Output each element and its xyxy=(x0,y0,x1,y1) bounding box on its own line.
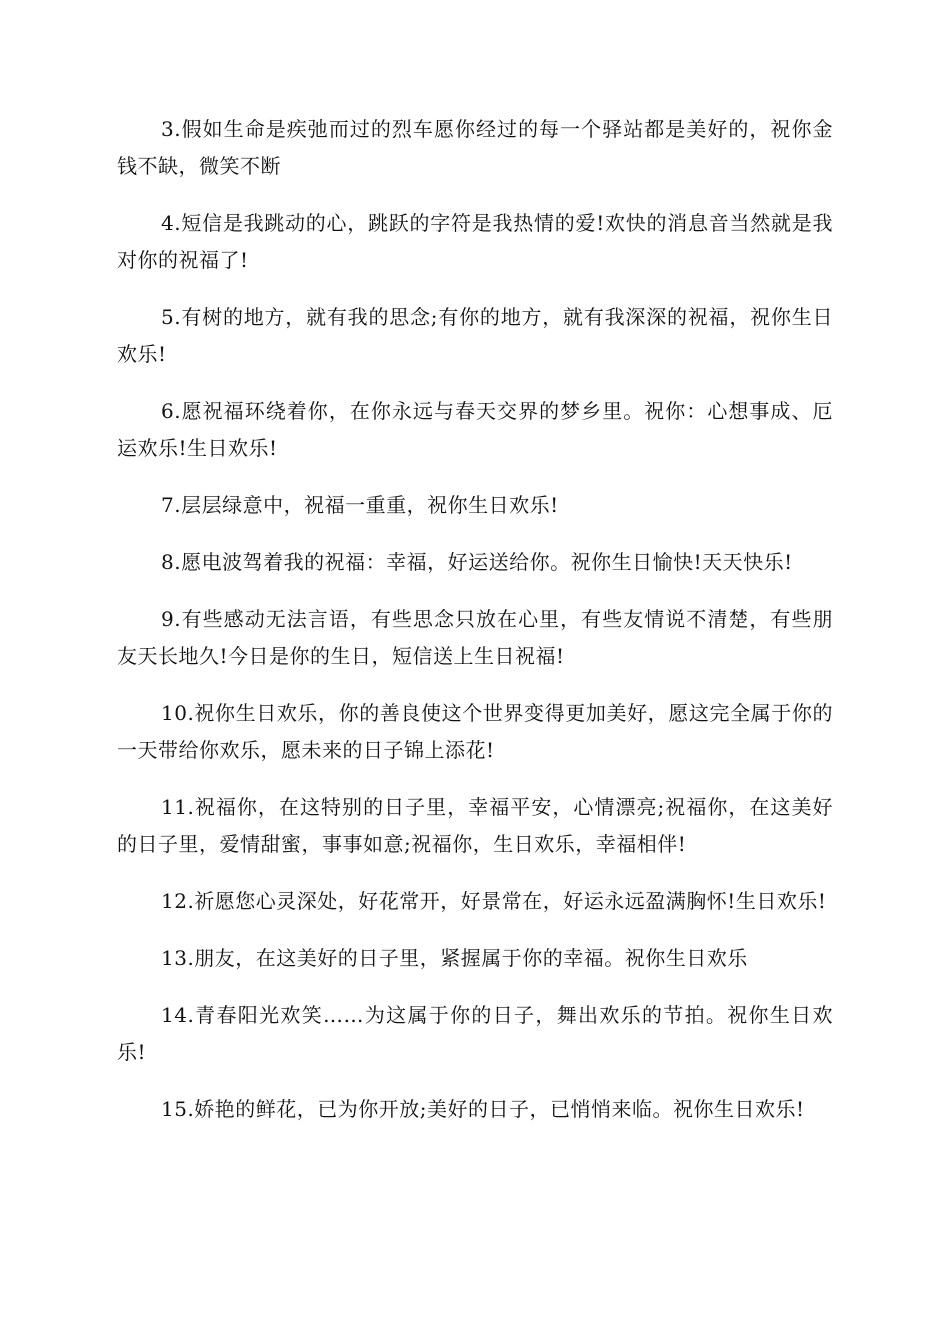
paragraph-14: 14.青春阳光欢笑……为这属于你的日子，舞出欢乐的节拍。祝你生日欢乐! xyxy=(117,1003,833,1064)
paragraph-11: 11.祝福你，在这特别的日子里，幸福平安，心情漂亮;祝福你，在这美好的日子里，爱情甜蜜，事事如意;祝福你，生日欢乐，幸福相伴! xyxy=(117,795,833,856)
paragraph-9: 9.有些感动无法言语，有些思念只放在心里，有些友情说不清楚，有些朋友天长地久!今日是你的生日，短信送上生日祝福! xyxy=(117,607,833,668)
paragraph-7: 7.层层绿意中，祝福一重重，祝你生日欢乐! xyxy=(161,493,559,517)
document-body xyxy=(117,111,833,1148)
paragraph-12: 12.祈愿您心灵深处，好花常开，好景常在，好运永远盈满胸怀!生日欢乐! xyxy=(161,889,827,913)
paragraph-15: 15.娇艳的鲜花，已为你开放;美好的日子，已悄悄来临。祝你生日欢乐! xyxy=(161,1097,805,1121)
paragraph-4: 4.短信是我跳动的心，跳跃的字符是我热情的爱!欢快的消息音当然就是我对你的祝福了! xyxy=(117,211,833,272)
paragraph-3: 3.假如生命是疾弛而过的烈车愿你经过的每一个驿站都是美好的，祝你金钱不缺，微笑不断 xyxy=(117,117,833,178)
paragraph-10: 10.祝你生日欢乐，你的善良使这个世界变得更加美好，愿这完全属于你的一天带给你欢乐，愿未来的日子锦上添花! xyxy=(117,701,833,762)
paragraph-6: 6.愿祝福环绕着你，在你永远与春天交界的梦乡里。祝你：心想事成、厄运欢乐!生日欢乐! xyxy=(117,399,833,460)
paragraph-13: 13.朋友，在这美好的日子里，紧握属于你的幸福。祝你生日欢乐 xyxy=(161,946,748,970)
paragraph-8: 8.愿电波驾着我的祝福：幸福，好运送给你。祝你生日愉快!天天快乐! xyxy=(161,550,793,574)
paragraph-5: 5.有树的地方，就有我的思念;有你的地方，就有我深深的祝福，祝你生日欢乐! xyxy=(117,305,833,366)
